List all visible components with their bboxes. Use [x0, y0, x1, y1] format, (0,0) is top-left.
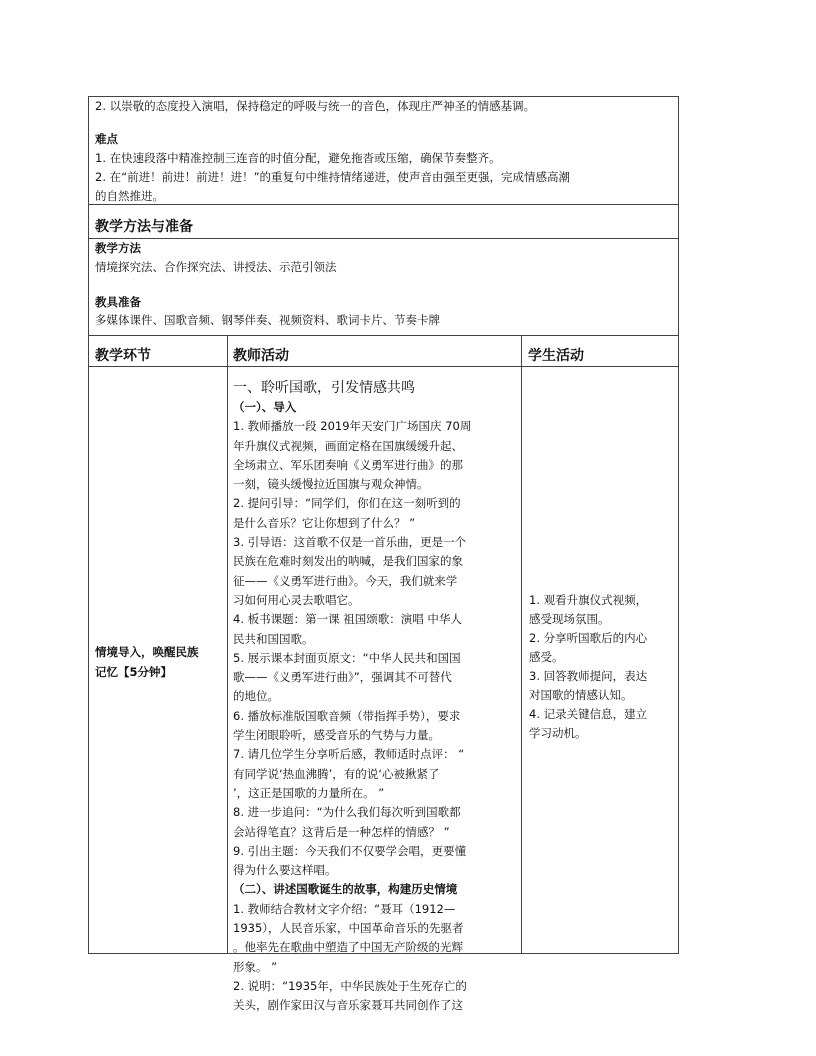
teacher-line: 5. 展示课本封面页原文：“中华人民共和国国	[233, 650, 461, 665]
column-divider	[521, 335, 522, 953]
teacher-line: 学生闭眼聆听，感受音乐的气势与力量。	[233, 728, 440, 743]
teacher-line: 。他率先在歌曲中塑造了中国无产阶级的光辉	[233, 940, 463, 955]
divider	[89, 335, 678, 336]
student-line: 感受现场氛围。	[529, 612, 610, 626]
teacher-line: 9. 引出主题：今天我们不仅要学会唱，更要懂	[233, 843, 467, 858]
divider	[89, 238, 678, 239]
teacher-line: 1. 教师结合教材文字介绍：“聂耳（1912—	[233, 901, 456, 916]
student-line: 感受。	[529, 650, 564, 664]
header-stage: 教学环节	[95, 348, 151, 364]
teacher-line: 1935），人民音乐家，中国革命音乐的先驱者	[233, 921, 464, 936]
teacher-activity	[233, 398, 471, 1016]
method-text: 情境探究法、合作探究法、讲授法、示范引领法	[95, 260, 337, 274]
divider	[89, 204, 678, 205]
teacher-line: 习如何用心灵去歌唱它。	[233, 592, 360, 607]
header-student: 学生活动	[528, 348, 584, 364]
teacher-line: 关头，剧作家田汉与音乐家聂耳共同创作了这	[233, 998, 463, 1013]
student-line: 2. 分享听国歌后的内心	[529, 631, 648, 645]
lesson-plan-page	[88, 96, 679, 1013]
teacher-line: 1. 教师播放一段 2019年天安门广场国庆 70周	[233, 419, 472, 434]
teacher-line: 4. 板书课题：第一课 祖国颂歌：演唱 中华人	[233, 612, 462, 627]
teacher-line: （二）、讲述国歌诞生的故事，构建历史情境	[233, 882, 458, 897]
difficulty-2a: 2. 在“前进！前进！前进！进！”的重复句中维持情绪递进，使声音由强至更强，完成情感高潮	[95, 170, 571, 184]
method-title: 教学方法	[95, 241, 141, 255]
teacher-line: 3. 引导语：这首歌不仅是一首乐曲，更是一个	[233, 535, 467, 550]
teacher-line: 会站得笔直？这背后是一种怎样的情感？ ”	[233, 824, 450, 839]
teacher-line: 征——《义勇军进行曲》。今天，我们就来学	[233, 573, 458, 588]
column-divider	[227, 335, 228, 953]
stage-label-line1: 情境导入，唤醒民族	[95, 645, 199, 659]
student-line: 对国歌的情感认知。	[529, 688, 633, 702]
teacher-line: 一刻，镜头缓慢拉近国旗与观众神情。	[233, 477, 429, 492]
teacher-line: 形象。 ”	[233, 959, 278, 974]
teacher-line: ’，这正是国歌的力量所在。 ”	[233, 785, 385, 800]
difficulty-2b: 的自然推进。	[95, 189, 164, 203]
teacher-line: 7. 请几位学生分享听后感，教师适时点评： “	[233, 747, 465, 762]
teacher-line: 有同学说‘热血沸腾’，有的说‘心被揪紧了	[233, 766, 440, 781]
teacher-line: 6. 播放标准版国歌音频（带指挥手势），要求	[233, 708, 461, 723]
difficulty-title: 难点	[95, 132, 118, 146]
student-line: 3. 回答教师提问，表达	[529, 669, 648, 683]
teacher-line: 的地位。	[233, 689, 279, 704]
tools-text: 多媒体课件、国歌音频、钢琴伴奏、视频资料、歌词卡片、节奏卡牌	[95, 313, 440, 327]
student-line: 4. 记录关键信息，建立	[529, 707, 648, 721]
teacher-line: 歌——《义勇军进行曲》”，强调其不可替代	[233, 670, 452, 685]
stage-label-line2: 记忆【5分钟】	[95, 665, 173, 679]
teacher-line: 8. 进一步追问：“为什么我们每次听到国歌都	[233, 805, 461, 820]
teacher-line: 民族在危难时刻发出的呐喊，是我们国家的象	[233, 554, 463, 569]
tools-title: 教具准备	[95, 295, 141, 309]
methods-section-title: 教学方法与准备	[95, 219, 193, 235]
student-line: 1. 观看升旗仪式视频，	[529, 593, 648, 607]
teacher-line: 全场肃立、军乐团奏响《义勇军进行曲》的那	[233, 457, 463, 472]
difficulty-1: 1. 在快速段落中精准控制三连音的时值分配，避免拖沓或压缩，确保节奏整齐。	[95, 151, 501, 165]
teacher-line: 是什么音乐？它让你想到了什么？ ”	[233, 515, 416, 530]
header-teacher: 教师活动	[233, 348, 289, 364]
student-activity	[529, 591, 647, 743]
divider	[89, 366, 678, 367]
teacher-heading: 一、聆听国歌，引发情感共鸣	[233, 380, 415, 396]
key-point-2: 2. 以崇敬的态度投入演唱，保持稳定的呼吸与统一的音色，体现庄严神圣的情感基调。	[95, 99, 536, 113]
teacher-line: 2. 说明：“1935年，中华民族处于生死存亡的	[233, 978, 467, 993]
teacher-line: 2. 提问引导：“同学们，你们在这一刻听到的	[233, 496, 461, 511]
student-line: 学习动机。	[529, 726, 587, 740]
teacher-line: 得为什么要这样唱。	[233, 863, 337, 878]
teacher-line: （一）、导入	[233, 400, 297, 414]
teacher-line: 民共和国国歌。	[233, 631, 314, 646]
teacher-line: 年升旗仪式视频，画面定格在国旗缓缓升起、	[233, 438, 463, 453]
